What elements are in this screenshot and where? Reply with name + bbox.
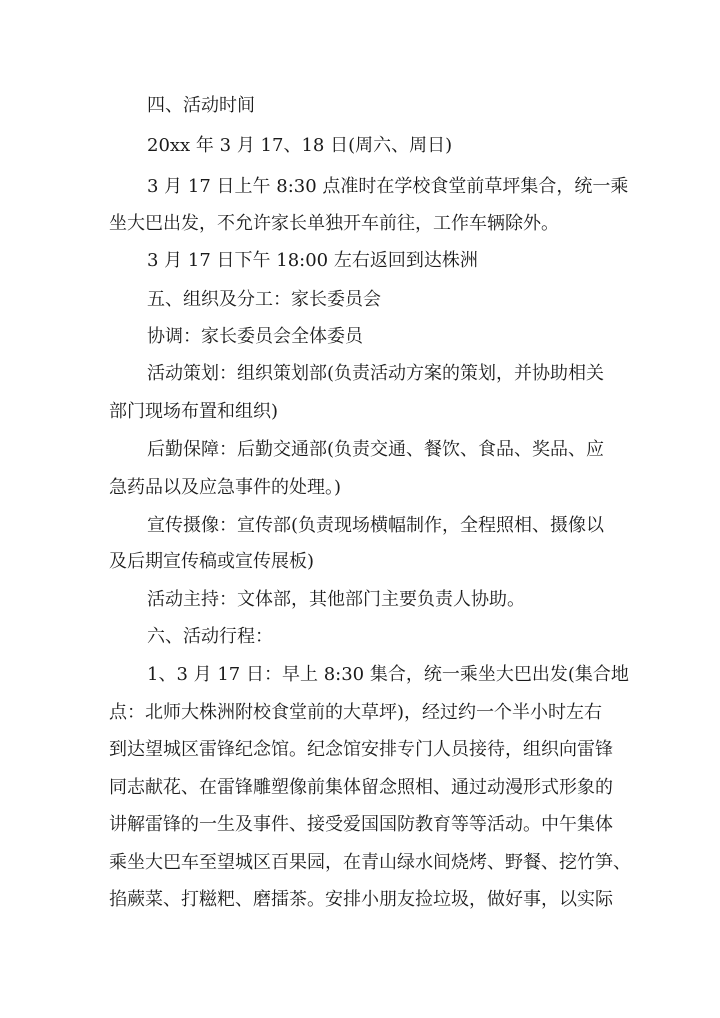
- paragraph-line: 到达望城区雷锋纪念馆。纪念馆安排专门人员接待，组织向雷锋: [109, 739, 613, 760]
- paragraph-line: 协调：家长委员会全体委员: [147, 326, 363, 347]
- paragraph-line: 讲解雷锋的一生及事件、接受爱国国防教育等等活动。中午集体: [109, 814, 613, 835]
- paragraph-line: 部门现场布置和组织): [109, 401, 279, 422]
- paragraph-line: 3 月 17 日上午 8:30 点准时在学校食堂前草坪集合，统一乘: [147, 176, 629, 197]
- paragraph-line: 掐蕨菜、打糍粑、磨擂茶。安排小朋友捡垃圾，做好事，以实际: [109, 889, 613, 910]
- paragraph-line: 1、3 月 17 日：早上 8:30 集合，统一乘坐大巴出发(集合地: [147, 664, 629, 685]
- paragraph-line: 活动策划：组织策划部(负责活动方案的策划，并协助相关: [147, 363, 605, 384]
- section-heading-time: 四、活动时间: [147, 95, 255, 116]
- paragraph-line: 坐大巴出发，不允许家长单独开车前往，工作车辆除外。: [109, 213, 559, 234]
- section-heading-itinerary: 六、活动行程：: [147, 626, 273, 647]
- paragraph-line: 活动主持：文体部，其他部门主要负责人协助。: [147, 589, 525, 610]
- paragraph-line: 同志献花、在雷锋雕塑像前集体留念照相、通过动漫形式形象的: [109, 777, 613, 798]
- section-heading-organization: 五、组织及分工：家长委员会: [147, 289, 381, 310]
- paragraph-line: 20xx 年 3 月 17、18 日(周六、周日): [147, 135, 453, 156]
- paragraph-line: 点：北师大株洲附校食堂前的大草坪)，经过约一个半小时左右: [109, 702, 603, 723]
- paragraph-line: 3 月 17 日下午 18:00 左右返回到达株洲: [147, 250, 478, 271]
- paragraph-line: 急药品以及应急事件的处理。): [109, 477, 342, 498]
- paragraph-line: 宣传摄像：宣传部(负责现场横幅制作，全程照相、摄像以: [147, 515, 605, 536]
- paragraph-line: 后勤保障：后勤交通部(负责交通、餐饮、食品、奖品、应: [147, 439, 605, 460]
- paragraph-line: 及后期宣传稿或宣传展板): [109, 551, 315, 572]
- paragraph-line: 乘坐大巴车至望城区百果园，在青山绿水间烧烤、野餐、挖竹笋、: [109, 852, 631, 873]
